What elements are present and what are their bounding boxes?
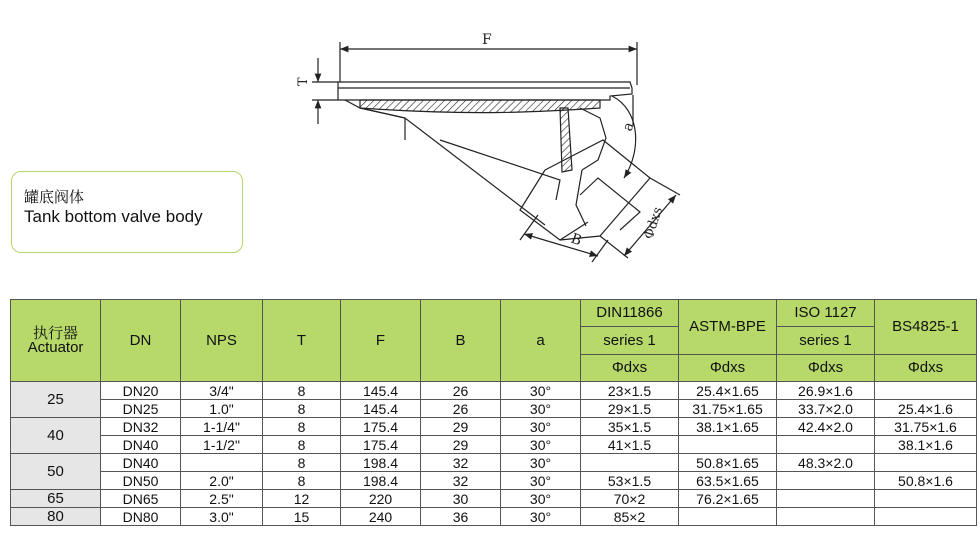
header-b: B xyxy=(421,300,501,382)
iso-cell xyxy=(777,490,875,508)
table-row xyxy=(11,418,977,436)
iso-cell: 26.9×1.6 xyxy=(777,382,875,400)
asme-cell xyxy=(679,508,777,526)
asme-cell: 76.2×1.65 xyxy=(679,490,777,508)
table-row xyxy=(11,454,977,472)
f-cell: 175.4 xyxy=(341,418,421,436)
header-iso: ISO 1127 xyxy=(777,300,875,327)
asme-cell xyxy=(679,436,777,454)
t-cell: 8 xyxy=(263,472,341,490)
dn-cell: DN50 xyxy=(101,472,181,490)
b-cell: 29 xyxy=(421,418,501,436)
bs-cell xyxy=(875,490,977,508)
b-cell: 26 xyxy=(421,400,501,418)
bs-cell xyxy=(875,454,977,472)
asme-cell: 25.4×1.65 xyxy=(679,382,777,400)
f-cell: 220 xyxy=(341,490,421,508)
dim-b-label: B xyxy=(568,230,584,250)
nps-cell: 2.0" xyxy=(181,472,263,490)
a-cell: 30° xyxy=(501,436,581,454)
b-cell: 32 xyxy=(421,454,501,472)
table-row xyxy=(11,436,977,454)
actuator-cell: 50 xyxy=(11,454,101,490)
a-cell: 30° xyxy=(501,490,581,508)
din-cell: 23×1.5 xyxy=(581,382,679,400)
header-asme-dxs: Φdxs xyxy=(679,355,777,382)
f-cell: 145.4 xyxy=(341,400,421,418)
t-cell: 8 xyxy=(263,454,341,472)
part-label-english: Tank bottom valve body xyxy=(24,207,203,226)
iso-cell xyxy=(777,508,875,526)
nps-cell: 1-1/2" xyxy=(181,436,263,454)
dn-cell: DN65 xyxy=(101,490,181,508)
b-cell: 36 xyxy=(421,508,501,526)
part-label-box xyxy=(11,171,243,253)
din-cell: 70×2 xyxy=(581,490,679,508)
a-cell: 30° xyxy=(501,454,581,472)
table-row xyxy=(11,490,977,508)
header-a: a xyxy=(501,300,581,382)
a-cell: 30° xyxy=(501,382,581,400)
a-cell: 30° xyxy=(501,418,581,436)
din-cell: 41×1.5 xyxy=(581,436,679,454)
header-din-dxs: Φdxs xyxy=(581,355,679,382)
a-cell: 30° xyxy=(501,472,581,490)
table-row xyxy=(11,400,977,418)
dim-dxs-label: Φdxs xyxy=(641,205,666,242)
header-din: DIN11866 xyxy=(581,300,679,327)
f-cell: 240 xyxy=(341,508,421,526)
t-cell: 8 xyxy=(263,436,341,454)
bs-cell: 50.8×1.6 xyxy=(875,472,977,490)
dim-t-label: T xyxy=(296,77,311,86)
t-cell: 8 xyxy=(263,418,341,436)
bs-cell: 38.1×1.6 xyxy=(875,436,977,454)
header-bs: BS4825-1 xyxy=(875,300,977,355)
b-cell: 30 xyxy=(421,490,501,508)
iso-cell: 42.4×2.0 xyxy=(777,418,875,436)
din-cell: 53×1.5 xyxy=(581,472,679,490)
header-asme: ASTM-BPE xyxy=(679,300,777,355)
bs-cell xyxy=(875,508,977,526)
iso-cell xyxy=(777,436,875,454)
table-row xyxy=(11,508,977,526)
bs-cell: 31.75×1.6 xyxy=(875,418,977,436)
table-row xyxy=(11,472,977,490)
f-cell: 145.4 xyxy=(341,382,421,400)
din-cell: 85×2 xyxy=(581,508,679,526)
dn-cell: DN32 xyxy=(101,418,181,436)
asme-cell: 38.1×1.65 xyxy=(679,418,777,436)
spec-table xyxy=(10,299,977,526)
header-actuator-cn: 执行器 xyxy=(32,324,78,342)
dim-a-label: a xyxy=(619,120,638,134)
header-actuator xyxy=(11,300,101,382)
din-cell: 29×1.5 xyxy=(581,400,679,418)
b-cell: 26 xyxy=(421,382,501,400)
iso-cell: 48.3×2.0 xyxy=(777,454,875,472)
b-cell: 29 xyxy=(421,436,501,454)
header-iso-series: series 1 xyxy=(777,327,875,355)
t-cell: 12 xyxy=(263,490,341,508)
dn-cell: DN25 xyxy=(101,400,181,418)
bs-cell xyxy=(875,382,977,400)
a-cell: 30° xyxy=(501,508,581,526)
header-iso-dxs: Φdxs xyxy=(777,355,875,382)
actuator-cell: 80 xyxy=(11,508,101,526)
dim-f-label: F xyxy=(482,32,492,48)
nps-cell: 3.0" xyxy=(181,508,263,526)
t-cell: 15 xyxy=(263,508,341,526)
actuator-cell: 25 xyxy=(11,382,101,418)
table-row xyxy=(11,382,977,400)
asme-cell: 63.5×1.65 xyxy=(679,472,777,490)
header-t: T xyxy=(263,300,341,382)
nps-cell: 2.5" xyxy=(181,490,263,508)
b-cell: 32 xyxy=(421,472,501,490)
header-actuator-en: Actuator xyxy=(27,338,84,356)
t-cell: 8 xyxy=(263,400,341,418)
header-nps: NPS xyxy=(181,300,263,382)
dn-cell: DN40 xyxy=(101,454,181,472)
dn-cell: DN40 xyxy=(101,436,181,454)
actuator-cell: 40 xyxy=(11,418,101,454)
nps-cell xyxy=(181,454,263,472)
part-label-chinese: 罐底阀体 xyxy=(24,188,85,206)
header-bs-dxs: Φdxs xyxy=(875,355,977,382)
dn-cell: DN80 xyxy=(101,508,181,526)
header-f: F xyxy=(341,300,421,382)
header-dn: DN xyxy=(101,300,181,382)
dn-cell: DN20 xyxy=(101,382,181,400)
nps-cell: 1.0" xyxy=(181,400,263,418)
actuator-cell: 65 xyxy=(11,490,101,508)
din-cell xyxy=(581,454,679,472)
iso-cell xyxy=(777,472,875,490)
header-din-series: series 1 xyxy=(581,327,679,355)
asme-cell: 50.8×1.65 xyxy=(679,454,777,472)
f-cell: 198.4 xyxy=(341,454,421,472)
iso-cell: 33.7×2.0 xyxy=(777,400,875,418)
bs-cell: 25.4×1.6 xyxy=(875,400,977,418)
din-cell: 35×1.5 xyxy=(581,418,679,436)
asme-cell: 31.75×1.65 xyxy=(679,400,777,418)
nps-cell: 3/4" xyxy=(181,382,263,400)
a-cell: 30° xyxy=(501,400,581,418)
t-cell: 8 xyxy=(263,382,341,400)
nps-cell: 1-1/4" xyxy=(181,418,263,436)
f-cell: 175.4 xyxy=(341,436,421,454)
f-cell: 198.4 xyxy=(341,472,421,490)
